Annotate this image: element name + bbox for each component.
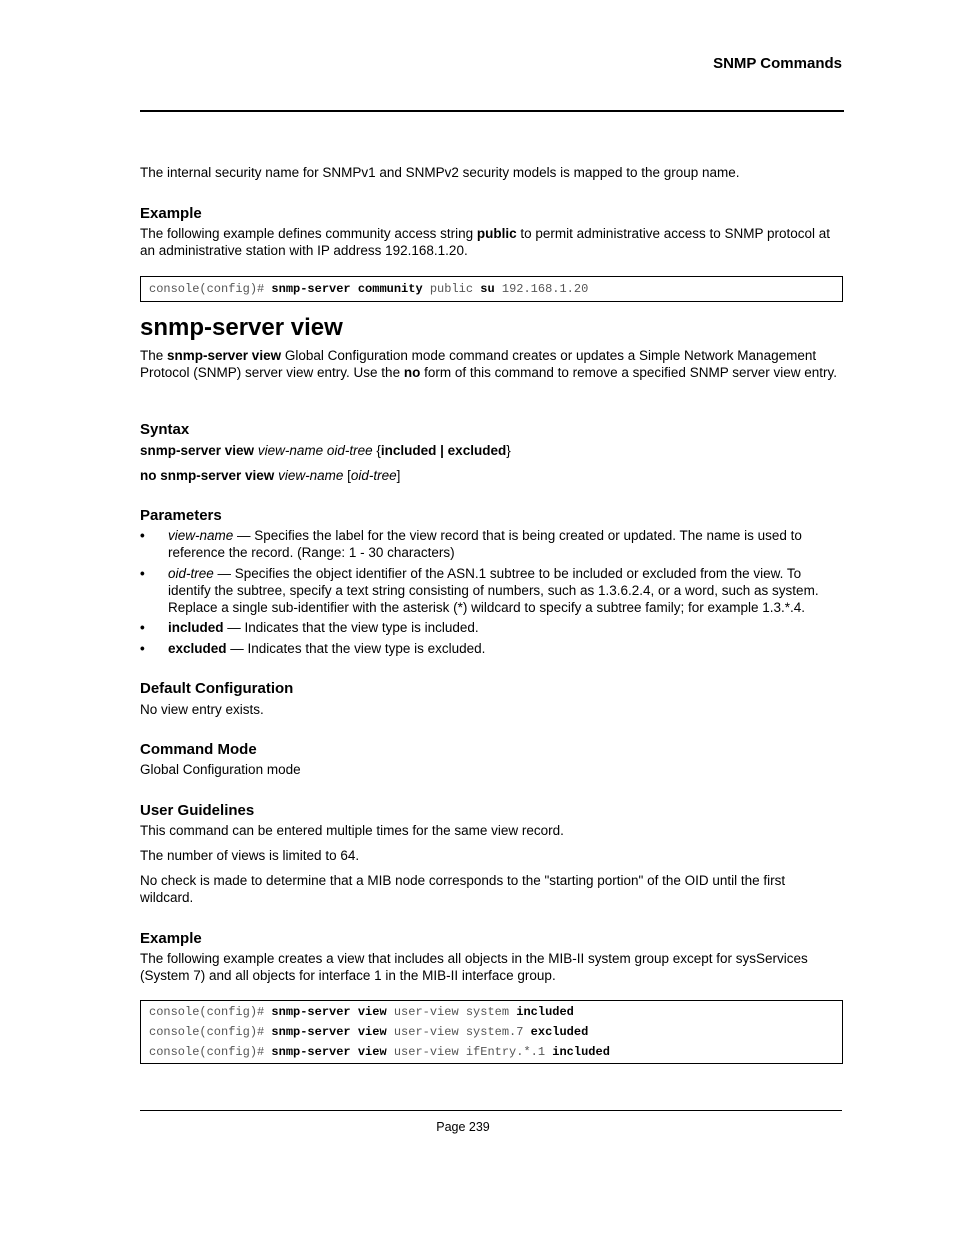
code-line: console(config)# snmp-server community public su 192.168.1.20 (149, 282, 589, 296)
user-guidelines-heading: User Guidelines (140, 802, 255, 819)
syntax-line-2: no snmp-server view view-name [oid-tree] (140, 468, 401, 483)
user-guidelines-p2: The number of views is limited to 64. (140, 848, 360, 863)
command-mode-heading: Command Mode (140, 741, 257, 758)
syntax-heading: Syntax (140, 421, 190, 438)
syntax-line-1: snmp-server view view-name oid-tree {included | excluded} (140, 443, 511, 458)
parameters-list (140, 527, 842, 660)
code-line: console(config)# snmp-server view user-view system included (149, 1005, 574, 1019)
example-description-2: The following example creates a view that includes all objects in the MIB-II system group except for sysServices (System 7) and all objects for interface 1 in the MIB-II interface group. (140, 951, 808, 983)
code-block-view (140, 1000, 843, 1064)
example-heading-2: Example (140, 930, 202, 947)
header-rule (140, 110, 844, 112)
command-mode-text: Global Configuration mode (140, 762, 301, 777)
parameters-heading: Parameters (140, 507, 222, 524)
example-description: The following example defines community access string public to permit administrative access to SNMP protocol at an administrative station with IP address 192.168.1.20. (140, 226, 831, 258)
list-item: • included — Indicates that the view type is included. (140, 619, 842, 636)
page-number: Page 239 (436, 1120, 490, 1134)
code-line: console(config)# snmp-server view user-view ifEntry.*.1 included (149, 1045, 610, 1059)
list-item: • excluded — Indicates that the view type is excluded. (140, 640, 842, 657)
default-config-heading: Default Configuration (140, 680, 294, 697)
list-item: • oid-tree — Specifies the object identifier of the ASN.1 subtree to be included or excluded from the view. To identify the subtree, specify a text string consisting of numbers, such as 1.3.6.2.4, or a word, such as system. Replace a single sub-identifier with the asterisk (*) wildcard to specify a subtree family; for example 1.3.*.4. (140, 565, 842, 616)
section-title: snmp-server view (140, 314, 343, 341)
intro-paragraph: The internal security name for SNMPv1 and SNMPv2 security models is mapped to the group name. (140, 165, 740, 180)
default-config-text: No view entry exists. (140, 702, 264, 717)
list-item: • view-name — Specifies the label for the view record that is being created or updated. The name is used to reference the record. (Range: 1 - 30 characters) (140, 527, 842, 561)
running-header: SNMP Commands (713, 55, 842, 72)
section-description: The snmp-server view Global Configuration mode command creates or updates a Simple Network Management Protocol (SNMP) server view entry. Use the no form of this command to remove a specified SNMP server view entry. (140, 348, 837, 380)
footer-rule (140, 1110, 842, 1111)
code-line: console(config)# snmp-server view user-view system.7 excluded (149, 1025, 589, 1039)
example-heading: Example (140, 205, 202, 222)
user-guidelines-p3: No check is made to determine that a MIB node corresponds to the "starting portion" of the OID until the first wildcard. (140, 873, 786, 905)
code-block-community (140, 276, 843, 302)
user-guidelines-p1: This command can be entered multiple times for the same view record. (140, 823, 564, 838)
